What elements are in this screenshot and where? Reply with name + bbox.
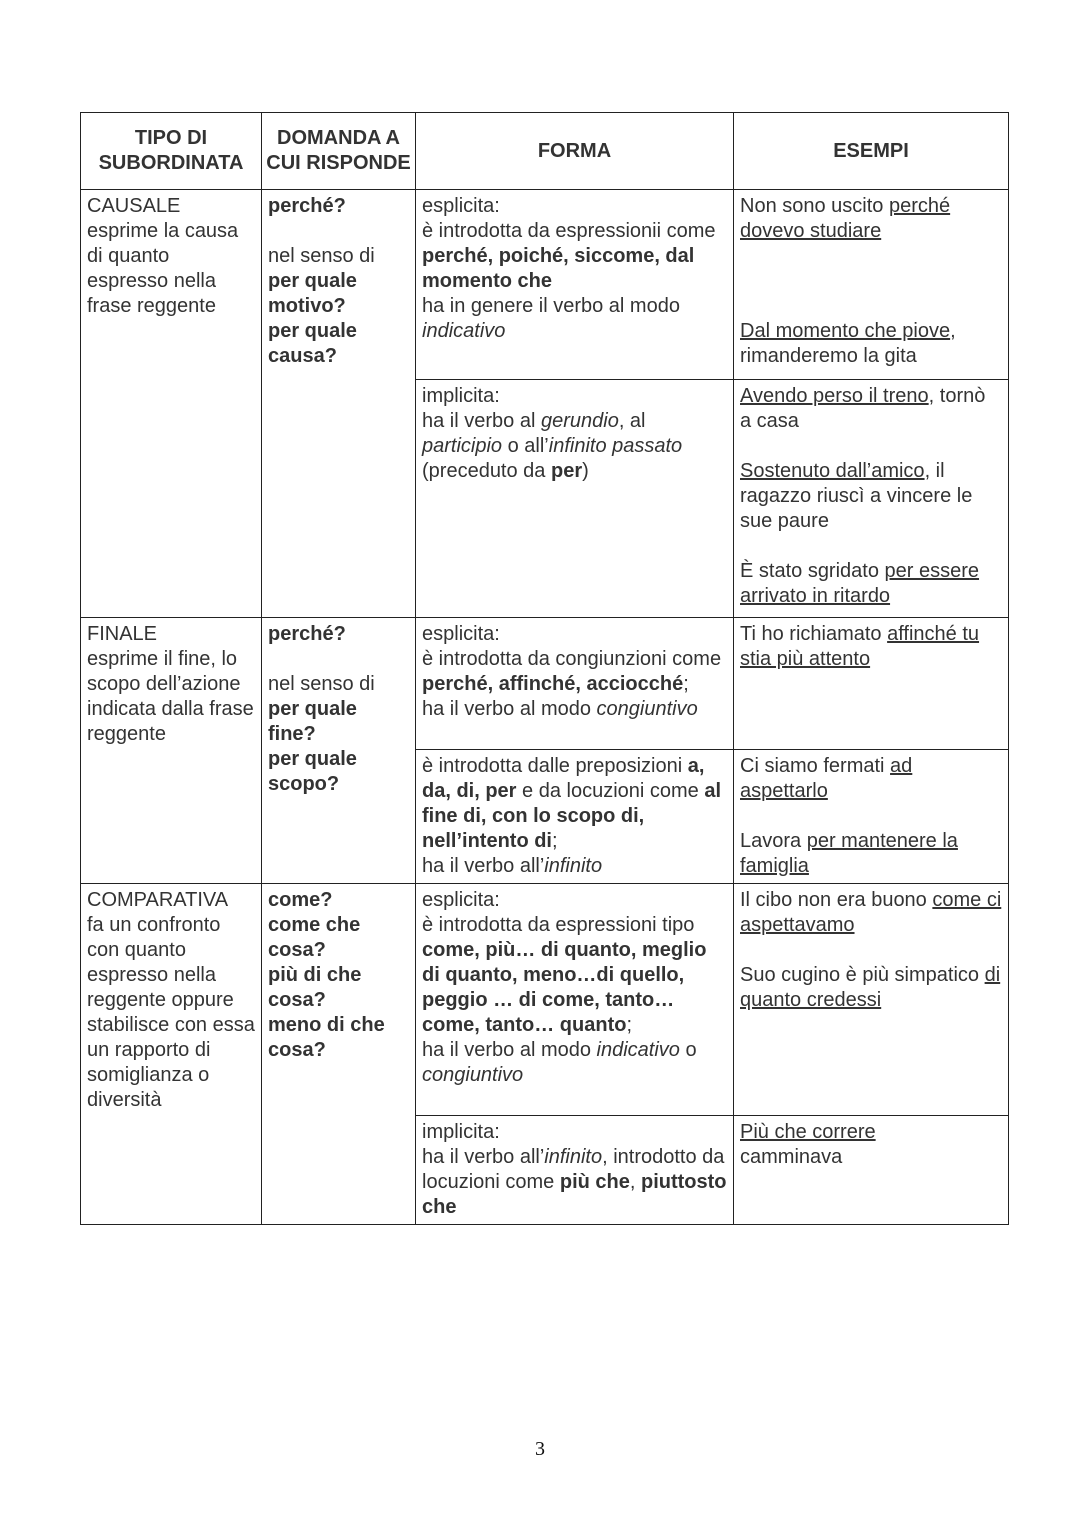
causale-example-3-main: , tornò a casa (740, 385, 986, 432)
comparativa-example-1-sub: come ci aspettavamo (740, 889, 1002, 936)
causale-implicit-examples (734, 380, 1009, 618)
comparativa-q3: più di che cosa? (268, 964, 362, 1011)
finale-description: esprime il fine, lo scopo dell’azione indicata dalla frase reggente (87, 648, 254, 745)
header-row (81, 113, 1009, 190)
causale-explicit-form (416, 190, 734, 380)
causale-example-1-sub: perché dovevo studiare (740, 195, 951, 242)
finale-explicit-conj: perché, affinché, acciocché (422, 673, 684, 695)
finale-q3: per quale scopo? (268, 748, 357, 795)
finale-example-3-sub: per mantenere la famiglia (740, 830, 958, 877)
finale-example-2-main: Ci siamo fermati (740, 755, 885, 777)
finale-example-1-sub: affinché tu stia più attento (740, 623, 980, 670)
comparativa-implicit-examples (734, 1116, 1009, 1225)
causale-implicit-gerund: gerundio (540, 410, 619, 432)
finale-implicit-preps: a, da, di, per (422, 755, 705, 802)
causale-example-2-main: , rimanderemo la gita (740, 320, 956, 367)
finale-example-2-sub: ad aspettarlo (740, 755, 913, 802)
comparativa-explicit-semicolon: ; (626, 1014, 633, 1036)
causale-row-explicit (81, 190, 1009, 380)
causale-implicit-per: per (550, 460, 583, 482)
finale-implicit-intro: è introdotta dalle preposizioni (422, 755, 683, 777)
causale-example-5-main: È stato sgridato (740, 560, 879, 582)
subordinate-table (80, 112, 1009, 1225)
causale-example-3-sub: Avendo perso il treno (740, 385, 929, 407)
header-domanda: DOMANDA A CUI RISPONDE (262, 113, 416, 190)
finale-explicit-verb: ha il verbo al modo (422, 698, 591, 720)
comparativa-implicit-infinitive: infinito (544, 1146, 603, 1168)
comparativa-implicit-verb: ha il verbo all’ (422, 1146, 545, 1168)
causale-implicit-text-c: o all’ (507, 435, 549, 457)
comparativa-explicit-label: esplicita: (422, 889, 500, 911)
causale-question-cell (262, 190, 416, 618)
comparativa-implicit-locution-1: più che (559, 1171, 630, 1193)
comparativa-q2: come che cosa? (268, 914, 361, 961)
causale-implicit-infinitive: infinito passato (548, 435, 683, 457)
causale-q2: per quale motivo? (268, 270, 357, 317)
causale-implicit-text-a: ha il verbo al (422, 410, 536, 432)
comparativa-example-2-sub: di quanto credessi (740, 964, 1001, 1011)
header-tipo: TIPO DI SUBORDINATA (81, 113, 262, 190)
finale-q2: per quale fine? (268, 698, 357, 745)
causale-q1: perché? (268, 195, 346, 217)
causale-implicit-text-b: , al (618, 410, 646, 432)
comparativa-implicit-form (416, 1116, 734, 1225)
comparativa-example-3-sub: Più che correre (740, 1121, 876, 1143)
causale-explicit-mode: indicativo (422, 320, 506, 342)
comparativa-q1: come? (268, 889, 333, 911)
comparativa-explicit-expressions: come, più… di quanto, meglio di quanto, meno…di quello, peggio … di come, tanto… come, tanto… quanto (422, 939, 707, 1036)
finale-name: FINALE (87, 623, 158, 645)
comparativa-description: fa un confronto con quanto espresso nella reggente oppure stabilisce con essa un rapporto di somiglianza o diversità (87, 914, 255, 1111)
comparativa-row-explicit (81, 884, 1009, 1116)
causale-name: CAUSALE (87, 195, 181, 217)
causale-type-cell (81, 190, 262, 618)
causale-implicit-label: implicita: (422, 385, 500, 407)
comparativa-explicit-examples (734, 884, 1009, 1116)
page-number: 3 (535, 1438, 545, 1460)
causale-implicit-participle: participio (422, 435, 503, 457)
finale-explicit-mode: congiuntivo (596, 698, 698, 720)
comparativa-implicit-label: implicita: (422, 1121, 500, 1143)
finale-implicit-form (416, 750, 734, 884)
finale-implicit-text: e da locuzioni come (522, 780, 699, 802)
causale-example-2-sub: Dal momento che piove (740, 320, 951, 342)
comparativa-q4: meno di che cosa? (268, 1014, 385, 1061)
comparativa-implicit-comma: , (629, 1171, 636, 1193)
finale-explicit-semicolon: ; (683, 673, 689, 695)
finale-q-sense: nel senso di (268, 673, 375, 695)
comparativa-explicit-intro: è introdotta da espressioni tipo (422, 914, 695, 936)
finale-implicit-infinitive: infinito (544, 855, 603, 877)
finale-explicit-form (416, 618, 734, 750)
comparativa-example-2-main: Suo cugino è più simpatico (740, 964, 980, 986)
finale-type-cell (81, 618, 262, 884)
causale-explicit-label: esplicita: (422, 195, 500, 217)
causale-explicit-intro: è introdotta da espressionii come (422, 220, 716, 242)
comparativa-explicit-mode-1: indicativo (596, 1039, 680, 1061)
finale-implicit-semicolon: ; (552, 830, 558, 852)
comparativa-example-3-main: camminava (740, 1146, 843, 1168)
causale-explicit-examples (734, 190, 1009, 380)
finale-question-cell (262, 618, 416, 884)
header-esempi: ESEMPI (734, 113, 1009, 190)
comparativa-example-1-main: Il cibo non era buono (740, 889, 927, 911)
finale-explicit-intro: è introdotta da congiunzioni come (422, 648, 722, 670)
causale-example-4-main: , il ragazzo riuscì a vincere le sue paure (740, 460, 973, 532)
causale-example-4-sub: Sostenuto dall’amico (740, 460, 925, 482)
comparativa-type-cell (81, 884, 262, 1225)
causale-q3: per quale causa? (268, 320, 357, 367)
finale-explicit-label: esplicita: (422, 623, 500, 645)
comparativa-implicit-text: , introdotto da locuzioni come (422, 1146, 725, 1193)
causale-example-5-sub: per essere arrivato in ritardo (740, 560, 980, 607)
header-forma: FORMA (416, 113, 734, 190)
causale-implicit-text-e: ) (582, 460, 589, 482)
finale-implicit-locutions: al fine di, con lo scopo di, nell’intento di (422, 780, 722, 852)
causale-implicit-form (416, 380, 734, 618)
causale-description: esprime la causa di quanto espresso nella frase reggente (87, 220, 239, 317)
causale-q-sense: nel senso di (268, 245, 375, 267)
finale-example-3-main: Lavora (740, 830, 802, 852)
comparativa-explicit-form (416, 884, 734, 1116)
causale-example-1-main: Non sono uscito (740, 195, 884, 217)
comparativa-question-cell (262, 884, 416, 1225)
finale-q1: perché? (268, 623, 346, 645)
comparativa-explicit-or: o (685, 1039, 697, 1061)
causale-explicit-conj: perché, poiché, siccome, dal momento che (422, 245, 695, 292)
finale-implicit-examples (734, 750, 1009, 884)
comparativa-explicit-verb: ha il verbo al modo (422, 1039, 591, 1061)
comparativa-name: COMPARATIVA (87, 889, 229, 911)
causale-implicit-text-d: (preceduto da (422, 460, 546, 482)
finale-explicit-examples (734, 618, 1009, 750)
finale-example-1-main: Ti ho richiamato (740, 623, 882, 645)
finale-row-explicit (81, 618, 1009, 750)
comparativa-explicit-mode-2: congiuntivo (422, 1064, 524, 1086)
causale-explicit-verb: ha in genere il verbo al modo (422, 295, 680, 317)
finale-implicit-verb: ha il verbo all’ (422, 855, 545, 877)
comparativa-implicit-locution-2: piuttosto che (422, 1171, 727, 1218)
